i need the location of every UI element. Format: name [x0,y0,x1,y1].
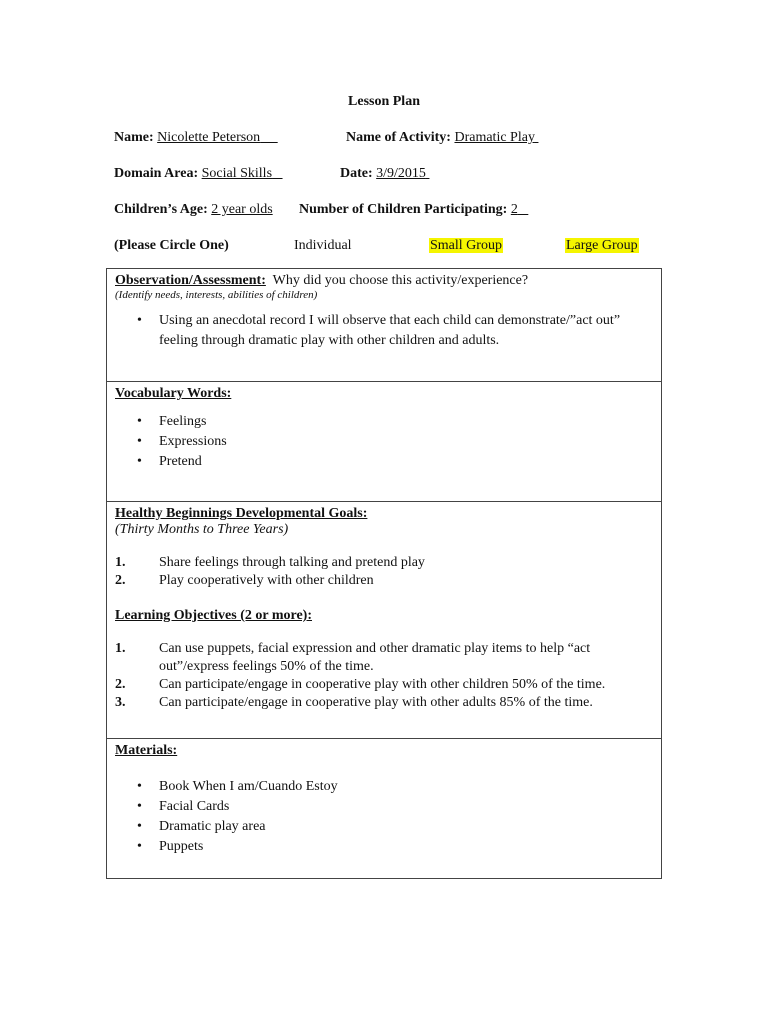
domain-label: Domain Area: [114,166,199,181]
option-large-group: Large Group [566,238,638,253]
observation-question: Why did you choose this activity/experience? [272,273,529,288]
activity-label: Name of Activity: [346,130,451,145]
objectives-heading: Learning Objectives (2 or more): [115,608,312,623]
age-row [114,202,273,218]
observation-note: (Identify needs, interests, abilities of children) [115,289,318,301]
age-value: 2 year olds [211,202,273,217]
materials-section [107,738,661,878]
materials-item: • Book When I am/Cuando Estoy [115,777,653,797]
activity-row [346,130,538,146]
option-small-group: Small Group [430,238,502,253]
domain-value: Social Skills [201,166,273,181]
participants-label: Number of Children Participating: [299,202,508,217]
objective-item: 2. Can participate/engage in cooperative play with other children 50% of the time. [115,677,606,692]
goal-item: 1. Share feelings through talking and pretend play [115,555,425,570]
vocabulary-item: • Expressions [115,432,653,452]
observation-bullet: • Using an anecdotal record I will observe that each child can demonstrate/”act out” feeling through dramatic play with other children and adults. [115,311,653,351]
vocabulary-item: • Feelings [115,412,653,432]
objective-item: 3. Can participate/engage in cooperative play with other adults 85% of the time. [115,695,593,710]
age-label: Children’s Age: [114,202,208,217]
circle-label: (Please Circle One) [114,238,229,253]
materials-item: • Dramatic play area [115,817,653,837]
vocabulary-section [107,381,661,501]
activity-value: Dramatic Play [454,130,535,145]
page-title: Lesson Plan [348,94,420,109]
date-label: Date: [340,166,373,181]
name-row [114,130,278,146]
materials-item: • Facial Cards [115,797,653,817]
vocabulary-heading: Vocabulary Words: [115,386,232,401]
option-individual: Individual [294,238,352,253]
materials-item: • Puppets [115,837,653,857]
lesson-table [106,268,662,879]
date-row [340,166,429,182]
goal-item: 2. Play cooperatively with other children [115,573,374,588]
observation-heading: Observation/Assessment: [115,273,266,288]
date-value: 3/9/2015 [376,166,426,181]
participants-value: 2 [510,202,518,217]
goals-section [107,501,661,738]
vocabulary-item: • Pretend [115,452,653,472]
materials-heading: Materials: [115,743,178,758]
observation-section [107,269,661,381]
goals-heading: Healthy Beginnings Developmental Goals: [115,506,368,521]
name-label: Name: [114,130,154,145]
objective-item: 1. Can use puppets, facial expression and other dramatic play items to help “act out”/express feelings 50% of the time. [115,641,591,674]
domain-row [114,166,283,182]
goals-subheading: (Thirty Months to Three Years) [115,522,289,537]
name-value: Nicolette Peterson [157,130,261,145]
participants-row [299,202,528,218]
